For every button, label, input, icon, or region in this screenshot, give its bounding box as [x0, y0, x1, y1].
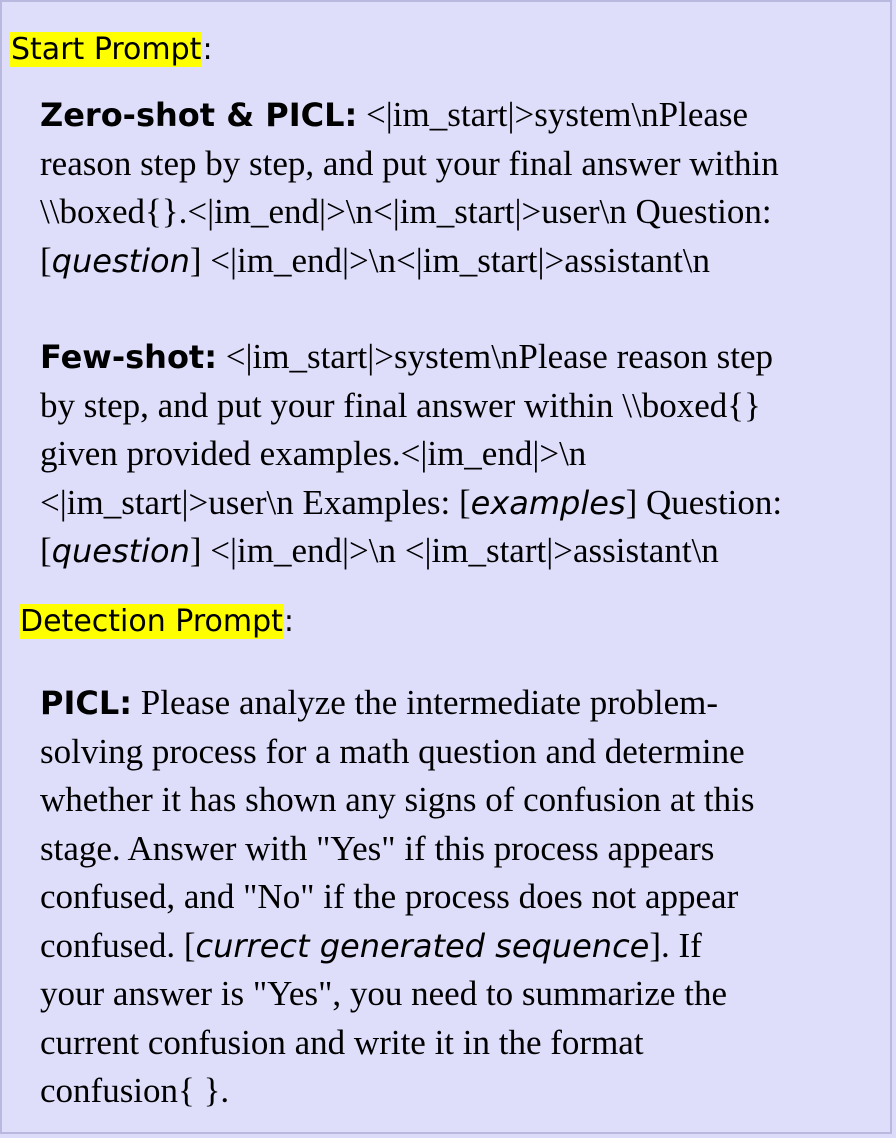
examples-placeholder: examples [470, 483, 626, 522]
picl-line-5: confused, and "No" if the process does not appear [40, 877, 739, 916]
few-shot-bracket-open: [ [40, 531, 52, 570]
few-shot-text-1: <|im_start|>system\nPlease reason step [217, 337, 774, 376]
zero-shot-bracket-open: [ [40, 240, 52, 280]
zero-shot-line-3: \\boxed{}.<|im_end|>\n<|im_start|>user\n Question: [40, 192, 772, 231]
zero-shot-line-1 [40, 91, 892, 140]
few-shot-text-5: ] <|im_end|>\n <|im_start|>assistant\n [189, 531, 719, 570]
start-prompt-colon: : [202, 32, 213, 67]
question-placeholder: question [51, 241, 190, 280]
start-prompt-title: Start Prompt [11, 32, 202, 67]
start-prompt-header [10, 30, 213, 70]
picl-text-6b: ]. If [649, 925, 702, 965]
sequence-placeholder: currect generated sequence [195, 926, 650, 965]
few-shot-text-4a: <|im_start|>user\n Examples: [ [40, 482, 471, 522]
zero-shot-text-1: <|im_start|>system\nPlease [357, 95, 749, 134]
picl-detection-prompt [40, 679, 892, 1116]
picl-line-1 [40, 679, 892, 728]
picl-line-3: whether it has shown any signs of confusion at this [40, 780, 755, 819]
picl-text-1: Please analyze the intermediate problem- [132, 683, 719, 722]
zero-shot-prompt [40, 91, 892, 285]
few-shot-prompt [40, 333, 892, 576]
picl-line-2: solving process for a math question and determine [40, 731, 745, 771]
picl-text-6a: confused. [ [40, 925, 196, 965]
few-shot-line-5 [40, 527, 892, 576]
question-placeholder: question [51, 532, 190, 570]
picl-line-6 [40, 922, 892, 971]
few-shot-label: Few-shot: [40, 338, 218, 376]
few-shot-line-4 [40, 479, 892, 528]
zero-shot-line-2: reason step by step, and put your final answer within [40, 143, 779, 183]
picl-line-4: stage. Answer with "Yes" if this process appears [40, 828, 715, 868]
detection-prompt-colon: : [283, 604, 295, 639]
few-shot-line-3: given provided examples.<|im_end|>\n [40, 434, 587, 473]
few-shot-line-2: by step, and put your final answer within \\boxed{} [40, 385, 761, 425]
picl-label: PICL: [40, 684, 133, 722]
detection-prompt-header [19, 602, 294, 642]
detection-prompt-title: Detection Prompt [20, 604, 283, 639]
zero-shot-line-4 [40, 237, 892, 286]
zero-shot-label: Zero-shot & PICL: [40, 96, 358, 134]
picl-line-8: current confusion and write it in the format [40, 1022, 644, 1062]
few-shot-line-1 [40, 333, 892, 382]
picl-line-7: your answer is "Yes", you need to summarize the [40, 974, 727, 1013]
few-shot-text-4b: ] Question: [625, 482, 783, 522]
picl-line-9: confusion{ }. [40, 1071, 230, 1110]
zero-shot-text-4: ] <|im_end|>\n<|im_start|>assistant\n [189, 240, 711, 280]
